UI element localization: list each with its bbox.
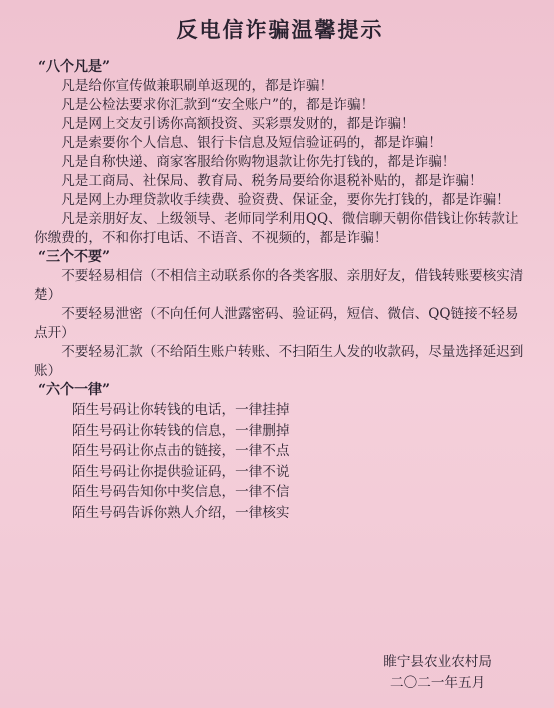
signature-block [383, 652, 492, 694]
section-heading-six: “六个一律” [38, 382, 111, 398]
list-item: 陌生号码告知你中奖信息，一律不信 [72, 484, 290, 500]
list-item: 陌生号码告诉你熟人介绍，一律核实 [72, 504, 290, 521]
section-heading-three: “三个不要” [38, 249, 111, 265]
list-item: 不要轻易泄密（不向任何人泄露密码、验证码，短信、微信、QQ链接不轻易点开） [34, 306, 519, 341]
list-item: 凡是自称快递、商家客服给你购物退款让你先打钱的，都是诈骗！ [61, 154, 456, 170]
list-item: 陌生号码让你转钱的信息，一律删掉 [72, 422, 290, 439]
list-item: 陌生号码让你提供验证码，一律不说 [72, 463, 290, 480]
page-title: 反电信诈骗温馨提示 [176, 17, 384, 42]
list-item: 凡是公检法要求你汇款到“安全账户”的，都是诈骗！ [61, 97, 375, 113]
signature-date: 二〇二一年五月 [390, 675, 486, 691]
section-heading-eight: “八个凡是” [38, 59, 111, 75]
list-item: 凡是网上交友引诱你高额投资、买彩票发财的，都是诈骗！ [61, 116, 415, 132]
list-item: 凡是工商局、社保局、教育局、税务局要给你退税补贴的，都是诈骗！ [61, 173, 483, 189]
list-item: 陌生号码让你转钱的电话，一律挂掉 [72, 402, 290, 418]
list-item: 凡是索要你个人信息、银行卡信息及短信验证码的，都是诈骗！ [61, 135, 442, 151]
list-item: 陌生号码让你点击的链接，一律不点 [72, 443, 290, 459]
list-item: 凡是亲朋好友、上级领导、老师同学利用QQ、微信聊天朝你借钱让你转款让你缴费的，不和你打电话、不语音、不视频的，都是诈骗！ [34, 211, 519, 246]
list-item: 凡是给你宣传做兼职刷单返现的，都是诈骗！ [61, 78, 334, 94]
list-item: 不要轻易汇款（不给陌生账户转账、不扫陌生人发的收款码，尽量选择延迟到账） [34, 344, 524, 379]
list-item: 凡是网上办理贷款收手续费、验资费、保证金，要你先打钱的，都是诈骗！ [61, 192, 510, 208]
signature-org: 睢宁县农业农村局 [383, 654, 492, 670]
list-item: 不要轻易相信（不相信主动联系你的各类客服、亲朋好友，借钱转账要核实清楚） [34, 268, 524, 303]
